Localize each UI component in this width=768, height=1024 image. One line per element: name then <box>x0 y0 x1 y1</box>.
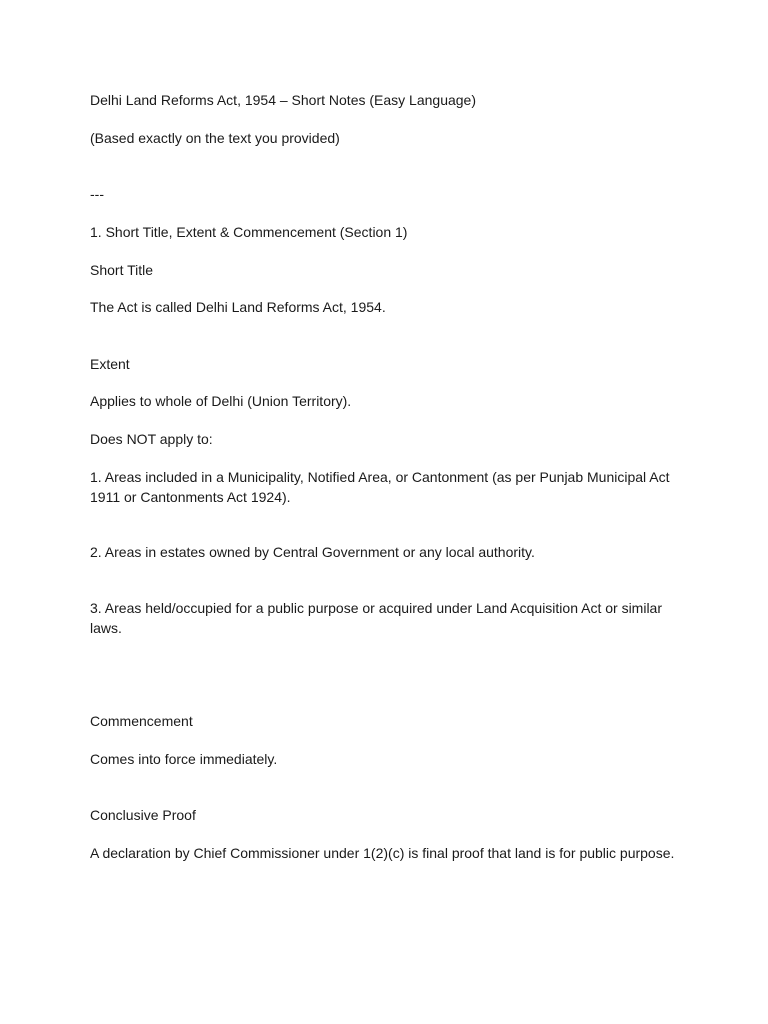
exclusion-item: 3. Areas held/occupied for a public purpose or acquired under Land Acquisition Act or similar laws. <box>90 600 663 636</box>
extent-applies-text: Applies to whole of Delhi (Union Territory). <box>90 393 352 409</box>
exclusion-item: 1. Areas included in a Municipality, Notified Area, or Cantonment (as per Punjab Municipal Act 1911 or Cantonments Act 1924). <box>90 469 670 505</box>
exclusion-item: 2. Areas in estates owned by Central Government or any local authority. <box>90 544 535 560</box>
extent-not-apply-intro: Does NOT apply to: <box>90 431 213 447</box>
document-title: Delhi Land Reforms Act, 1954 – Short Notes (Easy Language) <box>90 92 476 108</box>
separator: --- <box>90 186 104 202</box>
section-heading: 1. Short Title, Extent & Commencement (Section 1) <box>90 224 408 240</box>
source-note: (Based exactly on the text you provided) <box>90 130 340 146</box>
extent-heading: Extent <box>90 356 130 372</box>
commencement-heading: Commencement <box>90 713 193 729</box>
short-title-text: The Act is called Delhi Land Reforms Act, 1954. <box>90 299 386 315</box>
conclusive-proof-text: A declaration by Chief Commissioner under 1(2)(c) is final proof that land is for public purpose. <box>90 845 675 861</box>
conclusive-proof-heading: Conclusive Proof <box>90 807 196 823</box>
short-title-heading: Short Title <box>90 262 154 278</box>
commencement-text: Comes into force immediately. <box>90 751 278 767</box>
